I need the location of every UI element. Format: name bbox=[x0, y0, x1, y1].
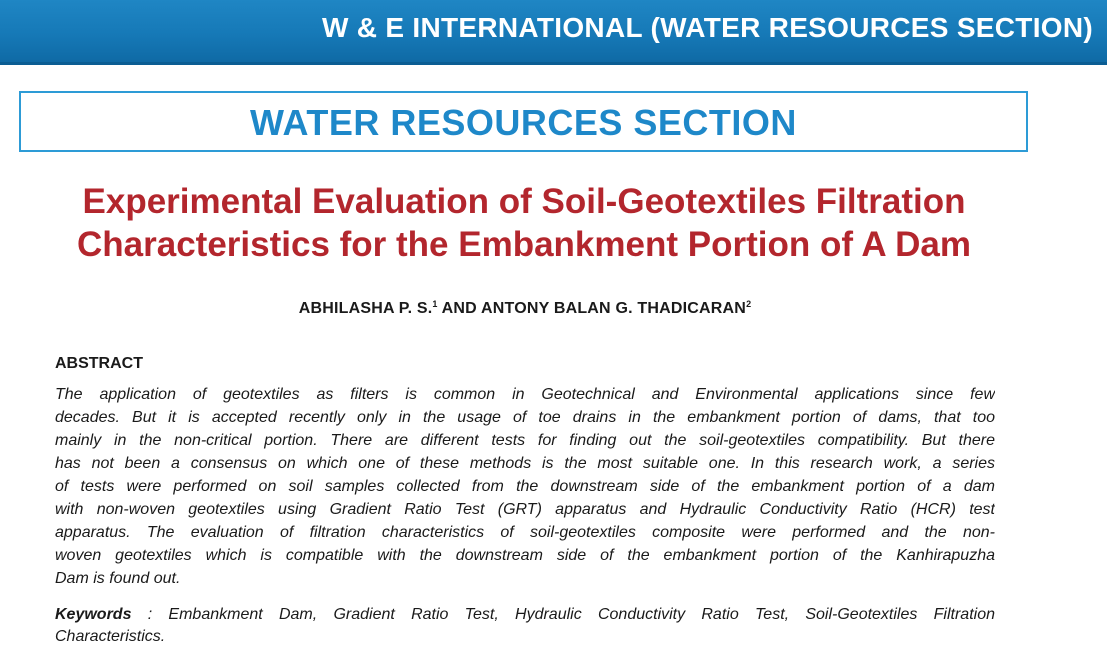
abstract-line-6: with non-woven geotextiles using Gradient Ratio Test (GRT) apparatus and Hydraulic Conductivity Ratio (HCR) test bbox=[55, 501, 995, 518]
author-2-affiliation-mark: 2 bbox=[746, 299, 752, 309]
author-1: ABHILASHA P. S. bbox=[298, 300, 433, 317]
author-1-affiliation-mark: 1 bbox=[432, 299, 438, 309]
journal-section-name: W & E INTERNATIONAL (WATER RESOURCES SECTION) bbox=[321, 12, 1093, 43]
keywords-line-1 bbox=[55, 604, 995, 625]
abstract-line-3: mainly in the non-critical portion. There are different tests for finding out the soil-geotextiles compatibility. But there bbox=[55, 432, 995, 449]
paper-title-line-2: Characteristics for the Embankment Portion of A Dam bbox=[77, 225, 971, 264]
abstract-line-8: woven geotextiles which is compatible with the downstream side of the embankment portion of the Kanhirapuzha bbox=[55, 547, 995, 564]
section-title: WATER RESOURCES SECTION bbox=[250, 102, 797, 143]
keywords-line-2: Characteristics. bbox=[55, 628, 166, 645]
author-2: ANTONY BALAN G. THADICARAN bbox=[481, 300, 747, 317]
journal-header-banner bbox=[0, 0, 1107, 65]
abstract-heading: ABSTRACT bbox=[55, 355, 143, 372]
abstract-line-2: decades. But it is accepted recently only in the usage of toe drains in the embankment portion of dams, that too bbox=[55, 409, 995, 426]
paper-title-line-1: Experimental Evaluation of Soil-Geotextiles Filtration bbox=[82, 182, 966, 221]
abstract-line-9: Dam is found out. bbox=[55, 570, 181, 587]
abstract-line-4: has not been a consensus on which one of these methods is the most suitable one. In this research work, a series bbox=[55, 455, 995, 472]
section-heading-box bbox=[19, 91, 1028, 152]
author-line bbox=[0, 300, 1050, 318]
abstract-line-1: The application of geotextiles as filters is common in Geotechnical and Environmental applications since few bbox=[55, 386, 995, 403]
keywords-text-1: : Embankment Dam, Gradient Ratio Test, Hydraulic Conductivity Ratio Test, Soil-Geotextiles Filtration bbox=[131, 606, 995, 623]
keywords-label: Keywords bbox=[55, 606, 132, 623]
abstract-line-5: of tests were performed on soil samples collected from the downstream side of the embankment portion of a dam bbox=[55, 478, 995, 495]
abstract-line-7: apparatus. The evaluation of filtration characteristics of soil-geotextiles composite were performed and the non- bbox=[55, 524, 995, 541]
author-joiner: AND bbox=[437, 300, 481, 317]
paper-title bbox=[14, 180, 1034, 266]
